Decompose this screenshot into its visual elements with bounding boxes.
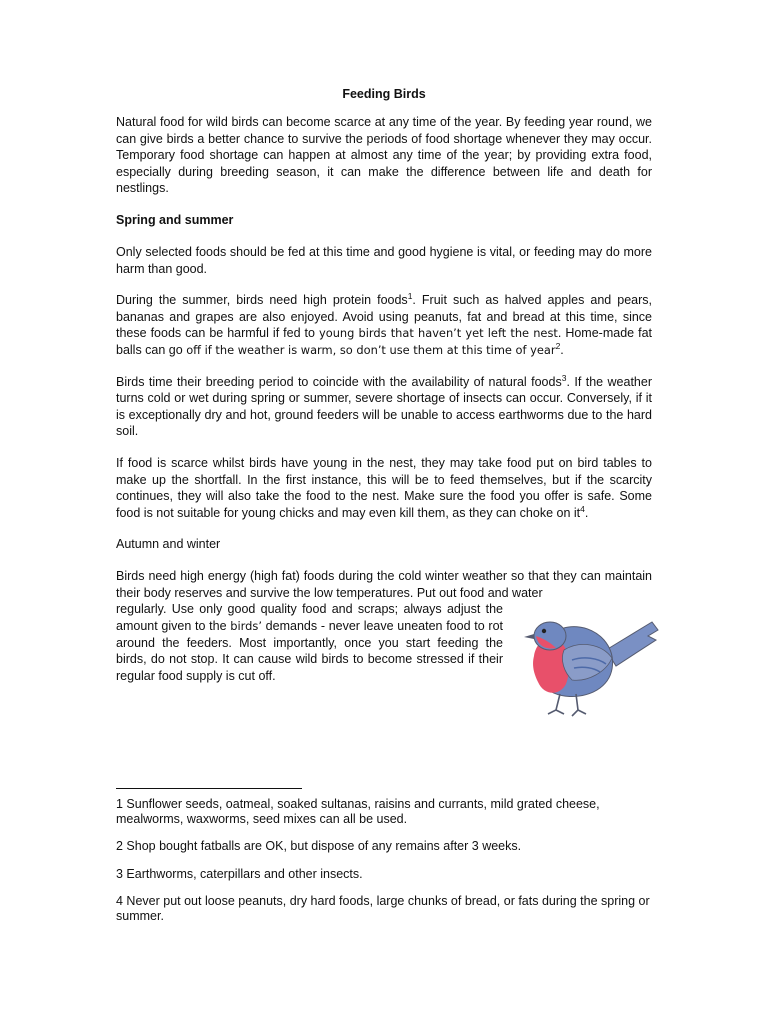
- spring-paragraph-4: If food is scarce whilst birds have young in the nest, they may take food put on bird tables to make up the shortfall. In the first instance, this will be to feed themselves, but if the scarcity continues, they will also take the food to the nest. Make sure the food you offer is safe. Some food is not suitable for young chicks and may even kill them, as they can choke on $it^4$.: [116, 455, 652, 520]
- footnote-ref-2: 2: [555, 340, 561, 351]
- section-heading-spring: Spring and summer: [116, 212, 234, 227]
- document-page: [116, 86, 652, 684]
- footnote-2: 2 Shop bought fatballs are OK, but dispose of any remains after 3 weeks.: [116, 839, 522, 853]
- spring-paragraph-3: Birds time their breeding period to coincide with the availability of natural foods$^3$. If the weather turns cold or wet during spring or summer, severe shortage of insects can occur. Conversely, if it is exceptionally dry and hot, ground feeders will be unable to access earthworms due to the hard soil.: [116, 372, 652, 439]
- document-title: Feeding Birds: [342, 87, 426, 101]
- footnote-ref-1: 1: [407, 291, 413, 302]
- section-heading-autumn: Autumn and winter: [116, 537, 221, 552]
- footnote-1: 1 Sunflower seeds, oatmeal, soaked sultanas, raisins and currants, mild grated cheese, mealworms, waxworms, seed mixes can all be used.: [116, 797, 600, 826]
- footnote-divider: [116, 788, 302, 789]
- spring-paragraph-2: During the summer, birds need high protein foods$^1$. Fruit such as halved apples and pears, bananas and grapes are also enjoyed. Avoid using peanuts, fat and bread at this time, since these foods can be harmful if fed to young birds that haven’t yet left the nest. Home-made fat balls can go off if the weather is warm, so don’t use them at this time of year$^2$.: [116, 291, 652, 357]
- footnote-ref-3: 3: [561, 372, 567, 383]
- footnote-4: 4 Never put out loose peanuts, dry hard foods, large chunks of bread, or fats during the spring or summer.: [116, 894, 650, 923]
- autumn-paragraph-lead: Birds need high energy (high fat) foods during the cold winter weather so that they can maintain their body reserves and survive the low temperatures. Put out food and water: [116, 569, 652, 600]
- intro-paragraph: Natural food for wild birds can become scarce at any time of the year. By feeding year round, we can give birds a better chance to survive the periods of food shortage whenever they may occur. Temporary food shortage can happen at almost any time of the year; by providing extra food, especially during breeding season, it can make the difference between life and death for nestlings.: [116, 115, 652, 196]
- robin-bird-icon: [520, 610, 660, 722]
- spring-paragraph-1: Only selected foods should be fed at this time and good hygiene is vital, or feeding may do more harm than good.: [116, 244, 652, 276]
- autumn-paragraph-wrap: regularly. Use only good quality food and scraps; always adjust the amount given to the birds’ demands - never leave uneaten food to rot around the feeders. Most importantly, once you start feeding the birds, do not stop. It can cause wild birds to become stressed if their regular food supply is cut off.: [116, 602, 503, 683]
- autumn-block: [116, 568, 652, 684]
- footnote-3: 3 Earthworms, caterpillars and other insects.: [116, 866, 363, 881]
- footnote-ref-4: 4: [580, 503, 585, 514]
- footnotes: [116, 788, 652, 936]
